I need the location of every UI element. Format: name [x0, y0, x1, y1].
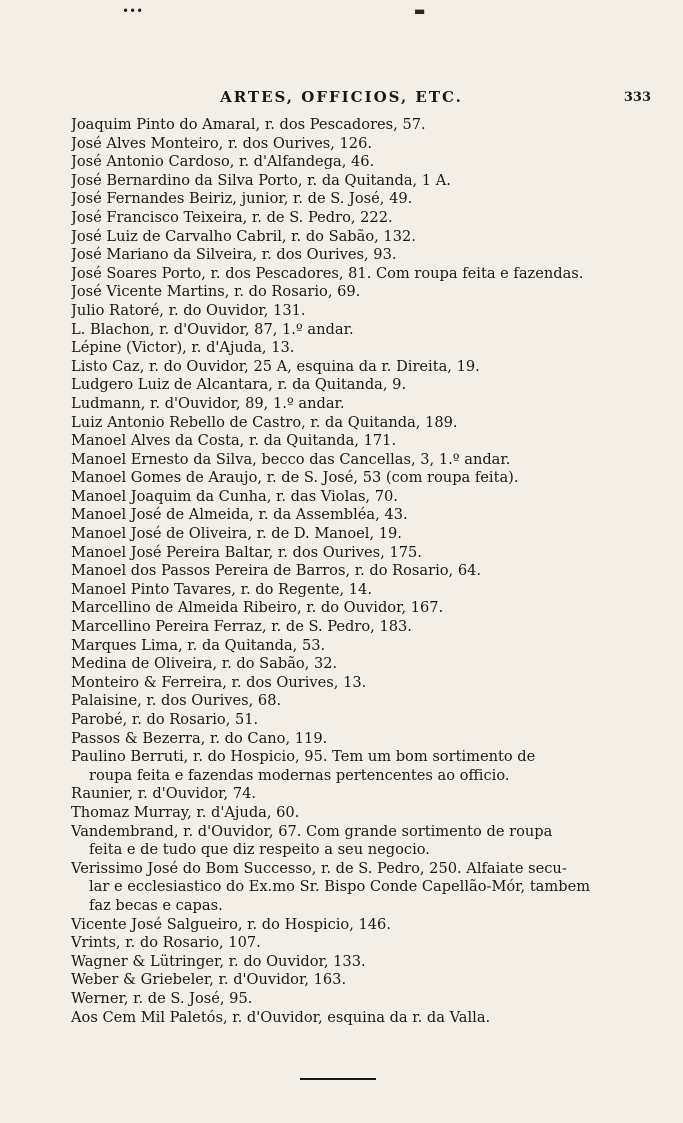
directory-list	[71, 116, 641, 1027]
ink-speck: ▬	[414, 4, 426, 18]
list-item: Vrints, r. do Rosario, 107.	[71, 934, 261, 952]
list-item-continuation: faz becas e capas.	[89, 896, 223, 914]
list-item: Vandembrand, r. d'Ouvidor, 67. Com grande sortimento de roupa	[71, 822, 553, 840]
ink-speck: •••	[122, 4, 144, 18]
list-item: Manoel José Pereira Baltar, r. dos Ourives, 175.	[71, 543, 422, 561]
list-item-continuation: lar e ecclesiastico do Ex.mo Sr. Bispo Conde Capellão-Mór, tambem	[89, 878, 591, 896]
list-item: Manoel Ernesto da Silva, becco das Cancellas, 3, 1.º andar.	[71, 450, 511, 468]
list-item: José Antonio Cardoso, r. d'Alfandega, 46.	[71, 153, 375, 171]
list-item: Werner, r. de S. José, 95.	[71, 989, 253, 1007]
list-item: José Bernardino da Silva Porto, r. da Quitanda, 1 A.	[71, 171, 451, 189]
list-item: Paulino Berruti, r. do Hospicio, 95. Tem um bom sortimento de	[71, 748, 536, 766]
list-item: Verissimo José do Bom Successo, r. de S. Pedro, 250. Alfaiate secu-	[71, 859, 567, 877]
page-number: 333	[623, 90, 651, 105]
list-item: Ludmann, r. d'Ouvidor, 89, 1.º andar.	[71, 394, 345, 412]
list-item: Luiz Antonio Rebello de Castro, r. da Quitanda, 189.	[71, 413, 458, 431]
list-item: Marques Lima, r. da Quitanda, 53.	[71, 636, 326, 654]
list-item: José Mariano da Silveira, r. dos Ourives, 93.	[71, 246, 397, 264]
list-item: José Fernandes Beiriz, junior, r. de S. José, 49.	[71, 190, 413, 208]
closing-rule	[300, 1078, 376, 1080]
list-item: Parobé, r. do Rosario, 51.	[71, 711, 259, 728]
list-item: Julio Ratoré, r. do Ouvidor, 131.	[71, 301, 306, 319]
page-header	[0, 88, 683, 110]
list-item: Manoel Joaquim da Cunha, r. das Violas, 70.	[71, 487, 398, 505]
list-item: José Alves Monteiro, r. dos Ourives, 126.	[71, 134, 373, 152]
list-item: Manoel Gomes de Araujo, r. de S. José, 53 (com roupa feita).	[71, 469, 519, 487]
page-title: ARTES, OFFICIOS, ETC.	[220, 88, 463, 106]
list-item: Manoel Alves da Costa, r. da Quitanda, 171.	[71, 432, 397, 450]
list-item: Passos & Bezerra, r. do Cano, 119.	[71, 729, 328, 747]
list-item: Monteiro & Ferreira, r. dos Ourives, 13.	[71, 673, 367, 691]
list-item: Manoel dos Passos Pereira de Barros, r. do Rosario, 64.	[71, 562, 482, 580]
list-item: Lépine (Victor), r. d'Ajuda, 13.	[71, 339, 295, 357]
list-item: Weber & Griebeler, r. d'Ouvidor, 163.	[71, 971, 347, 989]
list-item: Manoel José de Almeida, r. da Assembléa, 43.	[71, 506, 408, 524]
list-item: José Luiz de Carvalho Cabril, r. do Sabão, 132.	[71, 227, 416, 245]
list-item: Aos Cem Mil Paletós, r. d'Ouvidor, esquina da r. da Valla.	[71, 1008, 491, 1026]
list-item: José Vicente Martins, r. do Rosario, 69.	[71, 283, 361, 301]
list-item: Manoel José de Oliveira, r. de D. Manoel, 19.	[71, 525, 402, 543]
list-item: Raunier, r. d'Ouvidor, 74.	[71, 785, 257, 803]
list-item: José Francisco Teixeira, r. de S. Pedro, 222.	[71, 208, 393, 226]
list-item: Vicente José Salgueiro, r. do Hospicio, 146.	[71, 915, 391, 933]
list-item: Medina de Oliveira, r. do Sabão, 32.	[71, 655, 338, 673]
list-item-continuation: roupa feita e fazendas modernas pertencentes ao officio.	[89, 766, 510, 784]
list-item: L. Blachon, r. d'Ouvidor, 87, 1.º andar.	[71, 320, 354, 338]
list-item-continuation: feita e de tudo que diz respeito a seu negocio.	[89, 841, 430, 859]
list-item: Thomaz Murray, r. d'Ajuda, 60.	[71, 803, 300, 821]
list-item: Wagner & Lütringer, r. do Ouvidor, 133.	[71, 952, 366, 970]
list-item: Ludgero Luiz de Alcantara, r. da Quitanda, 9.	[71, 376, 407, 394]
list-item: José Soares Porto, r. dos Pescadores, 81. Com roupa feita e fazendas.	[71, 264, 584, 282]
list-item: Listo Caz, r. do Ouvidor, 25 A, esquina da r. Direita, 19.	[71, 357, 480, 375]
list-item: Manoel Pinto Tavares, r. do Regente, 14.	[71, 580, 372, 598]
list-item: Marcellino de Almeida Ribeiro, r. do Ouvidor, 167.	[71, 599, 444, 617]
list-item: Joaquim Pinto do Amaral, r. dos Pescadores, 57.	[71, 116, 426, 133]
list-item: Marcellino Pereira Ferraz, r. de S. Pedro, 183.	[71, 618, 412, 636]
list-item: Palaisine, r. dos Ourives, 68.	[71, 692, 282, 710]
